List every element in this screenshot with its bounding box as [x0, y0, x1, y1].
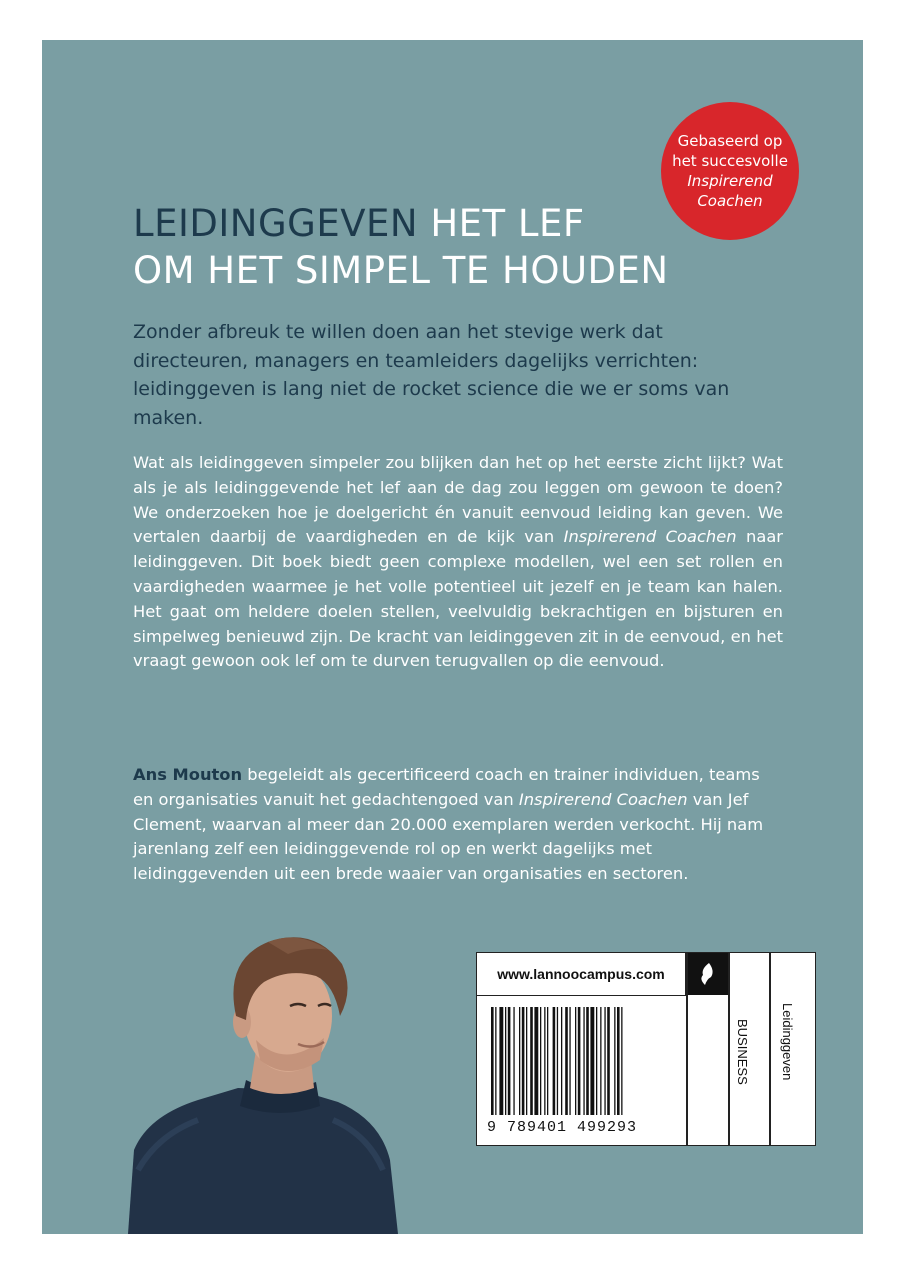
title-part-1: LEIDINGGEVEN	[133, 202, 419, 245]
subcategory-label: Leidinggeven	[780, 1003, 795, 1081]
author-bio-text-2: van Jef Clement, waarvan al meer dan 20.000 exemplaren werden verkocht. Hij nam jarenlang zelf een leidinggevende rol op en werkt dagelijks met leidinggevenden uit een brede waaier van organisaties en sectoren.	[133, 789, 764, 884]
badge-line-1: Gebaseerd op	[677, 132, 783, 150]
badge-line-4: Coachen	[697, 192, 763, 210]
barcode-block	[476, 952, 816, 1146]
description-text-1: Wat als leidinggeven simpeler zou blijken dan het op het eerste zicht lijkt? Wat als je als leidinggevende het lef aan de dag zou leggen om gewoon te doen? We onderzoeken hoe je doelgericht én vanuit eenvoud leiding kan geven. We vertalen daarbij de vaardigheden en de kijk van	[133, 453, 783, 547]
barcode	[491, 1007, 671, 1115]
badge-line-3: Inspirerend	[687, 172, 773, 190]
author-bio-italic: Inspirerend Coachen	[518, 789, 688, 809]
description-text-2: naar leidinggeven. Dit boek biedt geen complexe modellen, wel een set rollen en vaardigheden waarmee je het volle potentieel uit jezelf en je team kan halen. Het gaat om heldere doelen stellen, veelvuldig bekrachtigen en bijsturen en simpelweg benieuwd zijn. De kracht van leidinggeven zit in de eenvoud, en het vraagt gewoon ook lef om te durven terugvallen op die eenvoud.	[133, 527, 783, 671]
intro-paragraph: Zonder afbreuk te willen doen aan het stevige werk dat directeuren, managers en teamleiders dagelijks verrichten: leidinggeven is lang niet de rocket science die we er soms van maken.	[133, 321, 730, 429]
author-name: Ans Mouton	[133, 765, 243, 784]
book-title	[133, 200, 813, 294]
publisher-url[interactable]: www.lannoocampus.com	[477, 953, 686, 996]
divider	[686, 953, 688, 1145]
category-label: BUSINESS	[735, 1019, 750, 1085]
divider	[728, 953, 730, 1145]
title-line-2: OM HET SIMPEL TE HOUDEN	[133, 249, 669, 292]
book-back-cover	[42, 40, 863, 1234]
description-paragraph	[133, 451, 783, 674]
author-photo	[128, 920, 398, 1234]
divider	[769, 953, 771, 1145]
author-bio	[133, 763, 783, 887]
author-bio-text-1: begeleidt als gecertificeerd coach en trainer individuen, teams en organisaties vanuit het gedachtengoed van	[133, 765, 760, 809]
isbn-number: 9 789401 499293	[487, 1119, 638, 1136]
badge-line-2: het succesvolle	[672, 152, 788, 170]
publisher-logo-icon	[686, 953, 728, 995]
title-part-2: HET LEF	[430, 202, 585, 245]
description-italic: Inspirerend Coachen	[563, 527, 737, 547]
